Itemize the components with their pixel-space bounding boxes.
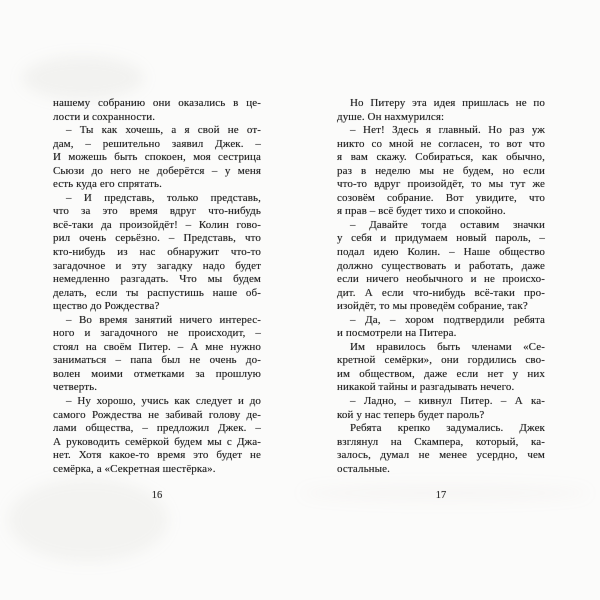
text-line: Сьюзи до него не доберётся – у меня xyxy=(53,164,261,177)
page-left-text xyxy=(53,97,261,476)
text-line: есть куда его спрятать. xyxy=(53,178,162,191)
text-line: щество до Рождества? xyxy=(53,300,160,313)
text-line: подал идею Колин. – Наше общество xyxy=(337,246,545,259)
text-line: кой у нас теперь будет пароль? xyxy=(337,408,485,421)
text-line: залось, думал не менее усердно, чем xyxy=(337,449,545,462)
text-line: – Давайте тогда оставим значки xyxy=(350,218,545,231)
text-line: – Ладно, – кивнул Питер. – А ка- xyxy=(350,395,545,408)
text-line: я прав – всё будет тихо и спокойно. xyxy=(337,205,506,218)
page-number-left: 16 xyxy=(151,490,163,501)
text-line: – Ну хорошо, учись как следует и до xyxy=(66,395,261,408)
text-line: никто со мной не согласен, то вот что xyxy=(337,137,545,150)
text-line: что за это время вдруг что-нибудь xyxy=(53,205,261,218)
text-line: должно существовать и работать, даже xyxy=(337,259,545,272)
text-line: нет. Хотя какое-то время это будет не xyxy=(53,449,261,462)
text-line: созовём собрание. Вот увидите, что xyxy=(337,191,545,204)
text-line: рил очень серьёзно. – Представь, что xyxy=(53,232,261,245)
text-line: Но Питеру эта идея пришлась не по xyxy=(350,97,545,109)
text-line: А руководить семёркой будем мы с Джа- xyxy=(53,435,261,448)
text-line: и посмотрели на Питера. xyxy=(337,327,457,340)
text-line: дит. А если что-нибудь всё-таки про- xyxy=(337,286,545,299)
text-line: взглянул на Скампера, который, ка- xyxy=(337,435,545,448)
text-line: – Нет! Здесь я главный. Но раз уж xyxy=(350,124,545,137)
text-line: – Да, – хором подтвердили ребята xyxy=(350,313,545,326)
text-line: раз в неделю мы не будем, но если xyxy=(337,164,545,177)
text-line: что-то вдруг произойдёт, то мы тут же xyxy=(337,178,545,191)
text-line: семёрка, а «Секретная шестёрка». xyxy=(53,462,216,475)
text-line: четверть. xyxy=(53,381,98,394)
text-line: заниматься – папа был не очень до- xyxy=(53,354,261,367)
text-line: Им нравилось быть членами «Се- xyxy=(350,340,545,353)
text-line: ного и загадочного не происходит, – xyxy=(53,327,261,340)
text-line: И можешь быть спокоен, моя сестрица xyxy=(53,151,261,164)
text-line: нашему собранию они оказались в це- xyxy=(53,97,261,109)
page-right-text xyxy=(337,97,545,476)
text-line: дам, – решительно заявил Джек. – xyxy=(53,137,261,150)
text-line: кто-нибудь из нас обнаружит что-то xyxy=(53,246,261,259)
text-line: лами общества, – предложил Джек. – xyxy=(53,422,261,435)
text-line: – Ты как хочешь, а я свой не от- xyxy=(66,124,261,137)
text-line: делать, если ты распустишь наше об- xyxy=(53,286,261,299)
text-line: изойдёт, то мы проведём собрание, так? xyxy=(337,300,528,313)
text-line: всё-таки да произойдёт! – Колин гово- xyxy=(53,218,261,231)
page-number-right: 17 xyxy=(435,490,447,501)
text-line: кретной семёрки», они гордились сво- xyxy=(337,354,545,367)
text-line: остальные. xyxy=(337,462,390,475)
text-line: загадочное и эту загадку надо будет xyxy=(53,259,261,272)
scan-smudge xyxy=(22,56,144,100)
text-line: волен моими отметками за прошлую xyxy=(53,367,261,380)
text-line: душе. Он нахмурился: xyxy=(337,110,445,123)
text-line: стоял на своём Питер. – А мне нужно xyxy=(53,340,261,353)
text-line: самого Рождества не забивай голову де- xyxy=(53,408,261,421)
text-line: Ребята крепко задумались. Джек xyxy=(350,422,545,435)
text-line: никакой тайны и разгадывать нечего. xyxy=(337,381,515,394)
text-line: лости и сохранности. xyxy=(53,110,156,123)
text-line: – И представь, только представь, xyxy=(66,191,261,204)
text-line: я вам скажу. Собираться, как обычно, xyxy=(337,151,545,164)
text-line: им обществом, даже если нет у них xyxy=(337,367,545,380)
text-line: немедленно разгадать. Что мы будем xyxy=(53,273,261,286)
text-line: у себя и придумаем новый пароль, – xyxy=(337,232,545,245)
text-line: если ничего необычного и не происхо- xyxy=(337,273,545,286)
text-line: – Во время занятий ничего интерес- xyxy=(66,313,261,326)
